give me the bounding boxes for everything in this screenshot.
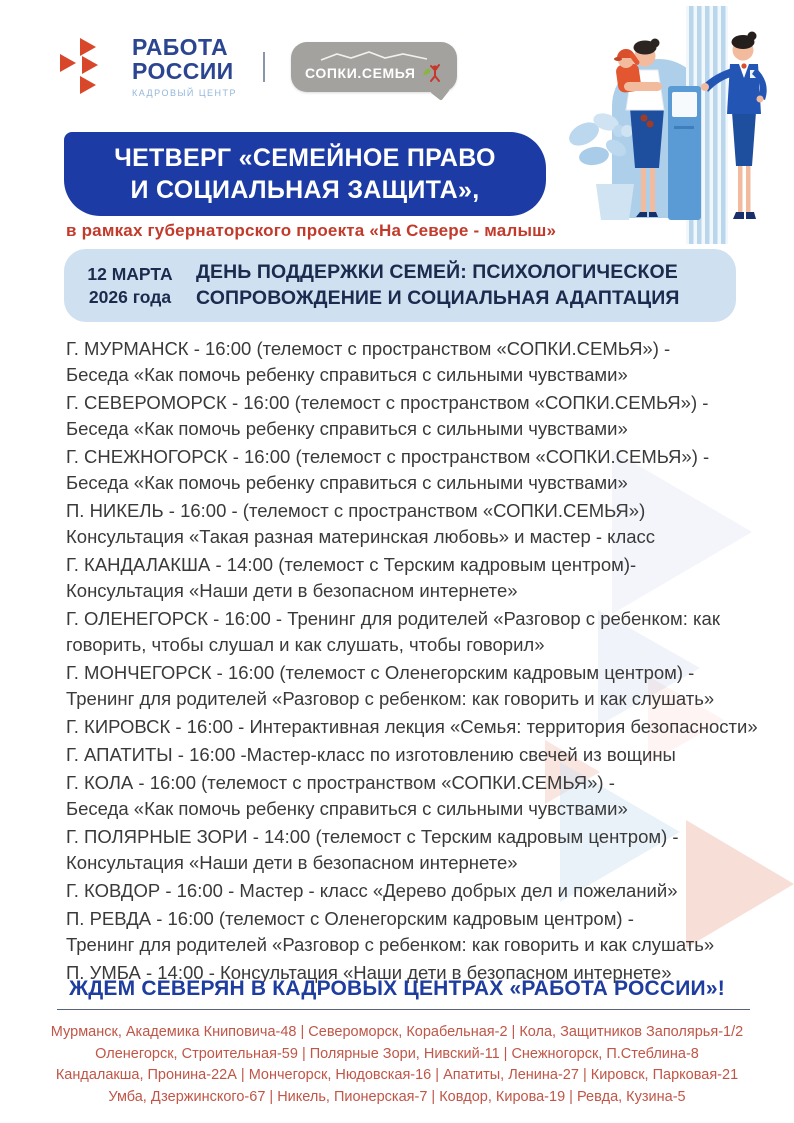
schedule-entry-kandalaksha <box>66 552 773 604</box>
entry-city-line: П. УМБА - 14:00 - Консультация «Наши дети в безопасном интернете» <box>66 962 672 983</box>
entry-detail-line: Консультация «Наши дети в безопасном интернете» <box>66 852 518 873</box>
event-date-line1: 12 МАРТА <box>87 263 173 284</box>
sopki-semya-badge <box>291 42 457 92</box>
header-logo-row <box>58 36 457 98</box>
event-date <box>64 263 196 309</box>
schedule-entry-snezhnogorsk <box>66 444 773 496</box>
logo-title-line2: РОССИИ <box>132 58 234 84</box>
rabota-rossii-logo-text <box>132 36 237 98</box>
entry-city-line: Г. МУРМАНСК - 16:00 (телемост с пространством «СОПКИ.СЕМЬЯ») - <box>66 338 671 359</box>
entry-detail-line: Беседа «Как помочь ребенку справиться с сильными чувствами» <box>66 798 628 819</box>
entry-city-line: Г. КИРОВСК - 16:00 - Интерактивная лекция «Семья: территория безопасности» <box>66 716 758 737</box>
entry-detail-line: Беседа «Как помочь ребенку справиться с сильными чувствами» <box>66 364 628 385</box>
rabota-rossii-logo-icon <box>58 36 120 98</box>
logo-subtitle: КАДРОВЫЙ ЦЕНТР <box>132 87 238 98</box>
family-figures-icon <box>421 63 443 83</box>
banner-line2: И СОЦИАЛЬНАЯ ЗАЩИТА», <box>130 176 480 204</box>
schedule-entry-kirovsk <box>66 714 773 740</box>
family-service-illustration <box>556 6 792 248</box>
project-note: в рамках губернаторского проекта «На Севере - малыш» <box>66 221 557 240</box>
entry-city-line: Г. СНЕЖНОГОРСК - 16:00 (телемост с пространством «СОПКИ.СЕМЬЯ») - <box>66 446 710 467</box>
address-line: Кандалакша, Пронина-22А | Мончегорск, Нюдовская-16 | Апатиты, Ленина-27 | Кировск, Парковая-21 <box>55 1067 739 1083</box>
entry-detail-line: Консультация «Такая разная материнская любовь» и мастер - класс <box>66 526 656 547</box>
entry-city-line: Г. КАНДАЛАКША - 14:00 (телемост с Терским кадровым центром)- <box>66 554 637 575</box>
entry-detail-line: Консультация «Наши дети в безопасном интернете» <box>66 580 518 601</box>
entry-detail-line: Тренинг для родителей «Разговор с ребенком: как говорить и как слушать» <box>66 688 715 709</box>
schedule-entry-apatity <box>66 742 773 768</box>
logo-divider <box>263 52 265 82</box>
event-info-box <box>64 249 736 322</box>
schedule-entry-kovdor <box>66 878 773 904</box>
entry-city-line: Г. МОНЧЕГОРСК - 16:00 (телемост с Оленегорским кадровым центром) - <box>66 662 695 683</box>
logo-title-line1: РАБОТА <box>132 34 228 61</box>
entry-detail-line: Беседа «Как помочь ребенку справиться с сильными чувствами» <box>66 418 628 439</box>
entry-city-line: П. НИКЕЛЬ - 16:00 - (телемост с пространством «СОПКИ.СЕМЬЯ») <box>66 500 646 521</box>
entry-detail-line: Беседа «Как помочь ребенку справиться с сильными чувствами» <box>66 472 628 493</box>
address-line: Оленегорск, Строительная-59 | Полярные Зори, Нивский-11 | Снежногорск, П.Стеблина-8 <box>95 1045 699 1062</box>
schedule-list <box>66 336 773 988</box>
entry-detail-line: говорить, чтобы слушал и как слушать, чтобы говорил» <box>66 634 545 655</box>
entry-city-line: Г. ПОЛЯРНЫЕ ЗОРИ - 14:00 (телемост с Терским кадровым центром) - <box>66 826 679 847</box>
cta-text: ЖДЕМ СЕВЕРЯН В КАДРОВЫХ ЦЕНТРАХ «РАБОТА РОССИИ»! <box>69 977 725 1000</box>
event-title-line1: ДЕНЬ ПОДДЕРЖКИ СЕМЕЙ: ПСИХОЛОГИЧЕСКОЕ <box>196 261 678 284</box>
entry-detail-line: Тренинг для родителей «Разговор с ребенком: как говорить и как слушать» <box>66 934 715 955</box>
address-line: Умба, Дзержинского-67 | Никель, Пионерская-7 | Ковдор, Кирова-19 | Ревда, Кузина-5 <box>108 1088 686 1105</box>
footer-divider <box>57 1009 750 1010</box>
schedule-entry-nikel <box>66 498 773 550</box>
entry-city-line: Г. СЕВЕРОМОРСК - 16:00 (телемост с пространством «СОПКИ.СЕМЬЯ») - <box>66 392 709 413</box>
event-date-line2: 2026 года <box>88 286 172 307</box>
entry-city-line: Г. КОЛА - 16:00 (телемост с пространством «СОПКИ.СЕМЬЯ») - <box>66 772 615 793</box>
schedule-entry-polyarnye-zori <box>66 824 773 876</box>
schedule-entry-murmansk <box>66 336 773 388</box>
entry-city-line: П. РЕВДА - 16:00 (телемост с Оленегорским кадровым центром) - <box>66 908 634 929</box>
mountains-icon <box>319 50 429 62</box>
schedule-entry-kola <box>66 770 773 822</box>
entry-city-line: Г. КОВДОР - 16:00 - Мастер - класс «Дерево добрых дел и пожеланий» <box>66 880 678 901</box>
schedule-entry-olenegorsk <box>66 606 773 658</box>
schedule-entry-revda <box>66 906 773 958</box>
banner-line1: ЧЕТВЕРГ «СЕМЕЙНОЕ ПРАВО <box>114 143 496 172</box>
entry-city-line: Г. АПАТИТЫ - 16:00 -Мастер-класс по изготовлению свечей из вощины <box>66 744 676 765</box>
address-line: Мурманск, Академика Книповича-48 | Североморск, Корабельная-2 | Кола, Защитников Заполярья-1/2 <box>50 1024 744 1040</box>
title-banner <box>64 132 546 216</box>
address-list <box>30 1022 764 1108</box>
event-title <box>196 260 680 311</box>
schedule-entry-monchegorsk <box>66 660 773 712</box>
event-title-line2: СОПРОВОЖДЕНИЕ И СОЦИАЛЬНАЯ АДАПТАЦИЯ <box>196 286 680 309</box>
schedule-entry-severomorsk <box>66 390 773 442</box>
partner-badge-label: СОПКИ.СЕМЬЯ <box>305 65 416 81</box>
entry-city-line: Г. ОЛЕНЕГОРСК - 16:00 - Тренинг для родителей «Разговор с ребенком: как <box>66 608 720 629</box>
